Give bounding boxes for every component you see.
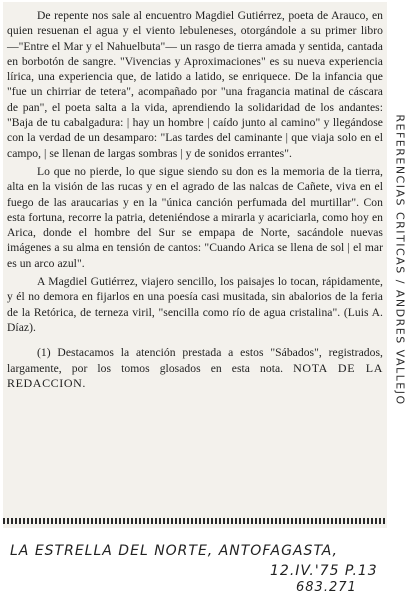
dotted-rule [3,518,387,524]
article-paragraph-2: Lo que no pierde, lo que sigue siendo su don es la memoria de la tierra, alta en la visión de las rucas y en el agrado de las nalcas de Cañete, viva en el fuego de las araucarias y en la "única canción perfumada del murtillar". Con esta fortuna, recorre la patria, deteniéndose a mirarla y acariciarla, como hoy en Arica, donde el hombre del Sur se empapa de Norte, sacándole nuevas imágenes a su alma en tensión de cantos: "Cuando Arica se llena de sol | el mar es un arco azul". [7,164,383,270]
editorial-note-text: (1) Destacamos la atención prestada a estos "Sábados", registrados, largamente, por los tomos glosados en esta nota. [7,346,383,375]
margin-annotation-text: REFERENCIAS CRITICAS / ANDRES VALLEJO [393,114,407,406]
newspaper-clipping [3,2,387,528]
editorial-note [7,345,383,391]
handwritten-reference: 683.271 [296,580,357,595]
handwritten-date: 12.IV.'75 P.13 [270,563,378,579]
article-paragraph-1: De repente nos sale al encuentro Magdiel Gutiérrez, poeta de Arauco, en quien resuenan el agua y el viento lebuleneses, otorgándole a su primer libro —"Entre el Mar y el Nahuelbuta"— un rasgo de tierra amada y sentida, cantada en borbotón de sangre. "Vivencias y Aproximaciones" es su nueva experiencia lírica, una experiencia que, de latido a latido, se enriquece. De la infancia que "fue un chirriar de tetera", acompañado por "una fragancia matinal de cáscara de pan", el poeta salta a la vida, aprendiendo la solidaridad de los andantes: "Baja de tu cabalgadura: | hay un hombre | caído junto al camino" y llegándose con la verdad de un desamparo: "Las tardes del caminante | que viaja solo en el campo, | se llenan de largas sombras | y de sonidos errantes". [7,9,383,160]
editorial-signature: NOTA DE LA REDACCION. [7,360,384,390]
article-paragraph-3: A Magdiel Gutiérrez, viajero sencillo, los paisajes lo tocan, rápidamente, y él no demora en fijarlos en una poesía casi musitada, sin abalorios de la feria de la Retórica, de terneza viril, "sencilla como río de agua cristalina". (Luis A. Díaz). [7,275,383,334]
handwritten-source: LA ESTRELLA DEL NORTE, ANTOFAGASTA, [10,543,339,559]
